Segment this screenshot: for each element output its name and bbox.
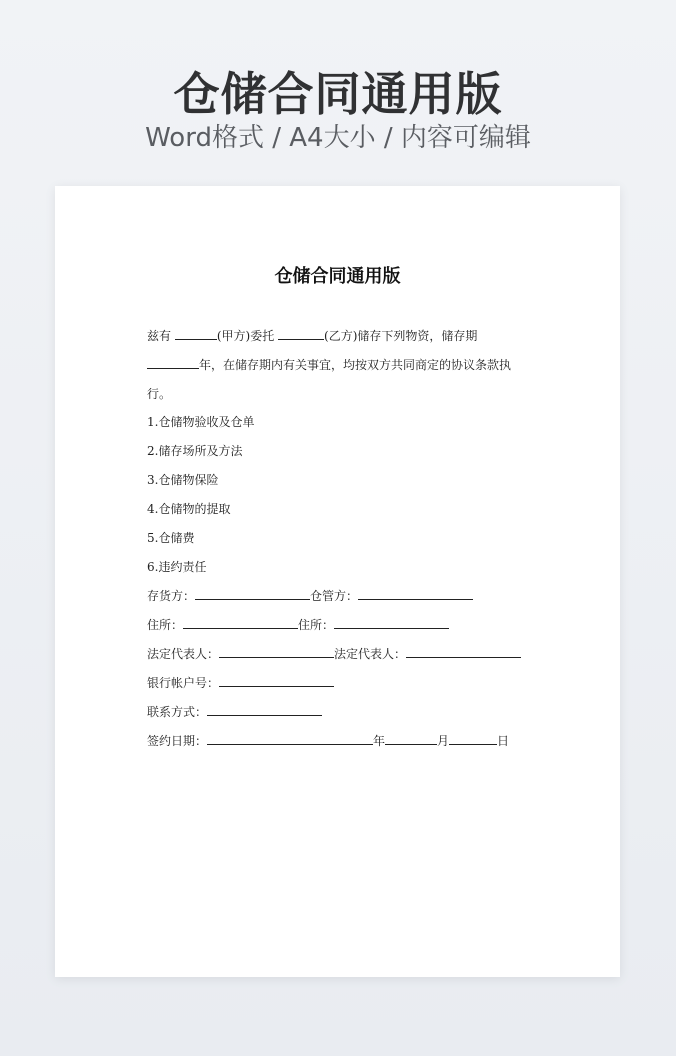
month-label: 月 (437, 734, 450, 748)
document-title: 仓储合同通用版 (274, 266, 401, 287)
address-row (147, 611, 531, 640)
legal-rep-blank-b[interactable] (406, 645, 521, 658)
bank-account-row (147, 669, 531, 698)
document-page (55, 186, 620, 977)
clause-item: 5.仓储费 (147, 531, 195, 545)
custodian-label: 仓管方： (310, 589, 359, 603)
storage-period-blank[interactable] (147, 356, 199, 369)
bank-account-label: 银行帐户号： (147, 676, 220, 690)
clause-item: 1.仓储物验收及仓单 (147, 415, 255, 429)
sign-date-label: 签约日期： (147, 734, 208, 748)
depositor-label: 存货方： (147, 589, 196, 603)
clause-list (147, 408, 531, 756)
legal-rep-blank-a[interactable] (219, 645, 334, 658)
clause-item: 4.仓储物的提取 (147, 502, 231, 516)
clause-item: 2.储存场所及方法 (147, 444, 243, 458)
legal-rep-row (147, 640, 531, 669)
custodian-blank[interactable] (358, 587, 473, 600)
party-a-blank[interactable] (175, 327, 217, 340)
address-label-a: 住所： (147, 618, 184, 632)
bank-account-blank[interactable] (219, 674, 334, 687)
page-title: 仓储合同通用版 (173, 67, 503, 121)
clause-item: 6.违约责任 (147, 560, 207, 574)
day-label: 日 (497, 734, 510, 748)
intro-text-3: (乙方)储存下列物资，储存期 (324, 329, 478, 343)
intro-text-4: 年，在储存期内有关事宜，均按双方共同商定的协议条款执行。 (147, 358, 512, 401)
contact-blank[interactable] (207, 703, 322, 716)
depositor-blank[interactable] (195, 587, 310, 600)
year-label: 年 (373, 734, 386, 748)
legal-rep-label-a: 法定代表人： (147, 647, 220, 661)
clause-item: 3.仓储物保险 (147, 473, 219, 487)
sign-date-row (147, 727, 531, 756)
address-blank-b[interactable] (334, 616, 449, 629)
legal-rep-label-b: 法定代表人： (334, 647, 407, 661)
month-blank[interactable] (385, 732, 437, 745)
intro-text-1: 兹有 (147, 329, 172, 343)
day-blank[interactable] (449, 732, 497, 745)
address-label-b: 住所： (298, 618, 335, 632)
contact-label: 联系方式： (147, 705, 208, 719)
page-subtitle: Word格式 / A4大小 / 内容可编辑 (145, 123, 531, 153)
party-b-blank[interactable] (278, 327, 324, 340)
sign-date-blank[interactable] (207, 732, 373, 745)
intro-paragraph (147, 322, 531, 409)
contact-row (147, 698, 531, 727)
parties-row (147, 582, 531, 611)
intro-text-2: (甲方)委托 (216, 329, 275, 343)
address-blank-a[interactable] (183, 616, 298, 629)
